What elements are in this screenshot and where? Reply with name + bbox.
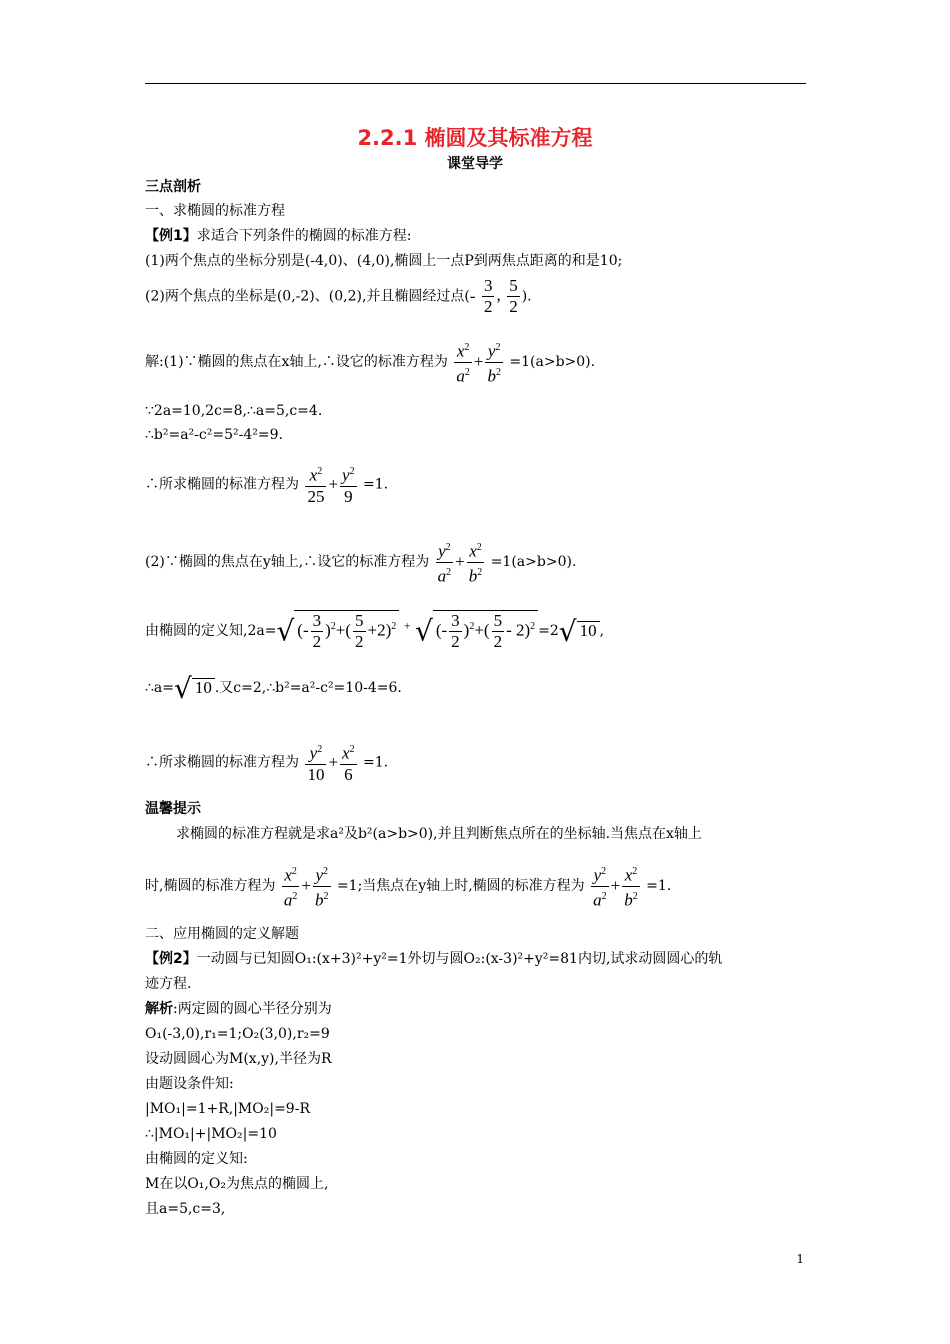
example2-l6: |MO₁|=1+R,|MO₂|=9-R bbox=[145, 1101, 310, 1117]
tip-suffix: =1. bbox=[646, 878, 672, 895]
sqrt-expression: √ (- $\frac{3}{2}$ )$^2$+( $\frac{5}{2}$ +2)$^2$ bbox=[276, 610, 399, 652]
answer2-prefix: ∴所求椭圆的标准方程为 bbox=[145, 754, 299, 771]
solution2-line: (2)∵椭圆的焦点在y轴上,∴设它的标准方程为 $\frac{y^2}{a^2}$ + $\frac{x^2}{b^2}$ =1(a>b>0). bbox=[145, 538, 576, 586]
solution1-step2: ∴b²=a²-c²=5²-4²=9. bbox=[145, 427, 283, 443]
sqrt-expression: √ (- $\frac{3}{2}$ )$^2$+( $\frac{5}{2}$ - 2)$^2$ bbox=[415, 610, 538, 652]
tip-line1: 求椭圆的标准方程就是求a²及b²(a>b>0),并且判断焦点所在的坐标轴.当焦点在x轴上 bbox=[176, 826, 702, 842]
example2-l8: 由椭圆的定义知: bbox=[145, 1151, 248, 1167]
solution1-suffix: =1(a>b>0). bbox=[509, 354, 596, 371]
answer2-suffix: =1. bbox=[363, 754, 389, 771]
analysis-text: :两定圆的圆心半径分别为 bbox=[173, 1001, 332, 1017]
fraction: $\frac{5}{2}$ bbox=[509, 276, 518, 316]
example1-q1: (1)两个焦点的坐标分别是(-4,0)、(4,0),椭圆上一点P到两焦点距离的和是10; bbox=[145, 253, 623, 269]
sqrt-expression: √ 10 bbox=[174, 678, 215, 698]
part2-heading: 二、应用椭圆的定义解题 bbox=[145, 926, 299, 942]
example2-l10: 且a=5,c=3, bbox=[145, 1201, 226, 1217]
fraction: $\frac{y^2}{9}$ bbox=[340, 462, 357, 507]
page-subtitle: 课堂导学 bbox=[447, 156, 503, 172]
tip-line2: 时,椭圆的标准方程为 $\frac{x^2}{a^2}$ + $\frac{y^2}{b^2}$ =1;当焦点在y轴上时,椭圆的标准方程为 $\frac{y^2}{a^2}$ + $\frac{x^2}{b^2}$ =1. bbox=[145, 862, 671, 910]
fraction: $\frac{x^2}{b^2}$ bbox=[467, 538, 485, 586]
example1-prompt bbox=[145, 227, 411, 245]
solution1-prefix: 解:(1)∵椭圆的焦点在x轴上,∴设它的标准方程为 bbox=[145, 354, 448, 371]
solution2-prefix: (2)∵椭圆的焦点在y轴上,∴设它的标准方程为 bbox=[145, 554, 430, 571]
fraction: $\frac{x^2}{6}$ bbox=[340, 740, 357, 785]
definition-prefix: 由椭圆的定义知,2a= bbox=[145, 623, 277, 639]
fraction: $\frac{x^2}{a^2}$ bbox=[282, 862, 300, 910]
definition-line: 由椭圆的定义知,2a=√ (- $\frac{3}{2}$ )$^2$+( $\frac{5}{2}$ +2)$^2$ + √ (- $\frac{3}{2}$ )$^2$+( $\frac{5}{2}$ - 2)$^2$ =2√ 10 , bbox=[145, 611, 605, 651]
fraction: $\frac{x^2}{b^2}$ bbox=[622, 862, 640, 910]
q2-suffix: ). bbox=[521, 288, 532, 305]
page-number: 1 bbox=[796, 1252, 804, 1266]
example2-l4: 设动圆圆心为M(x,y),半径为R bbox=[145, 1051, 332, 1067]
answer1-suffix: =1. bbox=[363, 476, 389, 493]
solution1-line: 解:(1)∵椭圆的焦点在x轴上,∴设它的标准方程为 $\frac{x^2}{a^2}$ + $\frac{y^2}{b^2}$ =1(a>b>0). bbox=[145, 338, 595, 386]
fraction: $\frac{y^2}{a^2}$ bbox=[436, 538, 454, 586]
fraction: $\frac{y^2}{a^2}$ bbox=[591, 862, 609, 910]
fraction: $\frac{y^2}{b^2}$ bbox=[313, 862, 331, 910]
header-rule bbox=[145, 83, 806, 84]
example1-text: 求适合下列条件的椭圆的标准方程: bbox=[196, 228, 412, 244]
example1-q2: (2)两个焦点的坐标是(0,-2)、(0,2),并且椭圆经过点(- $\frac{3}{2}$ , $\frac{5}{2}$ ). bbox=[145, 276, 532, 316]
a-value-line bbox=[145, 672, 402, 705]
fraction: $\frac{3}{2}$ bbox=[483, 276, 493, 316]
fraction: $\frac{y^2}{10}$ bbox=[305, 740, 326, 785]
example2-line1 bbox=[145, 950, 722, 968]
fraction: $\frac{x^2}{25}$ bbox=[305, 462, 326, 507]
solution2-suffix: =1(a>b>0). bbox=[490, 554, 577, 571]
answer1-line: ∴所求椭圆的标准方程为 $\frac{x^2}{25}$ + $\frac{y^2}{9}$ =1. bbox=[145, 462, 388, 507]
example1-label: 【例1】 bbox=[145, 228, 197, 244]
solution1-step1: ∵2a=10,2c=8,∴a=5,c=4. bbox=[145, 403, 323, 419]
analysis-label: 解析 bbox=[145, 1001, 173, 1017]
page-title: 2.2.1 椭圆及其标准方程 bbox=[357, 126, 593, 150]
definition-suffix: =2 bbox=[538, 623, 559, 639]
part1-heading: 一、求椭圆的标准方程 bbox=[145, 203, 285, 219]
answer1-prefix: ∴所求椭圆的标准方程为 bbox=[145, 476, 299, 493]
sqrt-expression: √ 10 bbox=[559, 621, 600, 641]
example2-l9: M在以O₁,O₂为焦点的椭圆上, bbox=[145, 1176, 329, 1192]
tip-mid: =1;当焦点在y轴上时,椭圆的标准方程为 bbox=[336, 878, 585, 895]
example2-line2: 迹方程. bbox=[145, 976, 192, 992]
q2-prefix: (2)两个焦点的坐标是(0,-2)、(0,2),并且椭圆经过点( bbox=[145, 288, 470, 305]
example2-label: 【例2】 bbox=[145, 951, 197, 967]
example2-text: 一动圆与已知圆O₁:(x+3)²+y²=1外切与圆O₂:(x-3)²+y²=81内切,试求动圆圆心的轨 bbox=[196, 951, 723, 967]
analysis-line bbox=[145, 1000, 332, 1018]
example2-l5: 由题设条件知: bbox=[145, 1076, 234, 1092]
example2-l7: ∴|MO₁|+|MO₂|=10 bbox=[145, 1126, 277, 1142]
fraction: $\frac{x^2}{a^2}$ bbox=[454, 338, 472, 386]
tip-heading: 温馨提示 bbox=[145, 801, 201, 817]
example2-l3: O₁(-3,0),r₁=1;O₂(3,0),r₂=9 bbox=[145, 1026, 330, 1042]
answer2-line: ∴所求椭圆的标准方程为 $\frac{y^2}{10}$ + $\frac{x^2}{6}$ =1. bbox=[145, 740, 388, 785]
a-line-prefix: ∴a= bbox=[145, 680, 174, 696]
fraction: $\frac{y^2}{b^2}$ bbox=[485, 338, 503, 386]
section-heading: 三点剖析 bbox=[145, 179, 201, 195]
a-line-suffix: .又c=2,∴b²=a²-c²=10-4=6. bbox=[214, 680, 402, 696]
tip-prefix: 时,椭圆的标准方程为 bbox=[145, 878, 276, 895]
